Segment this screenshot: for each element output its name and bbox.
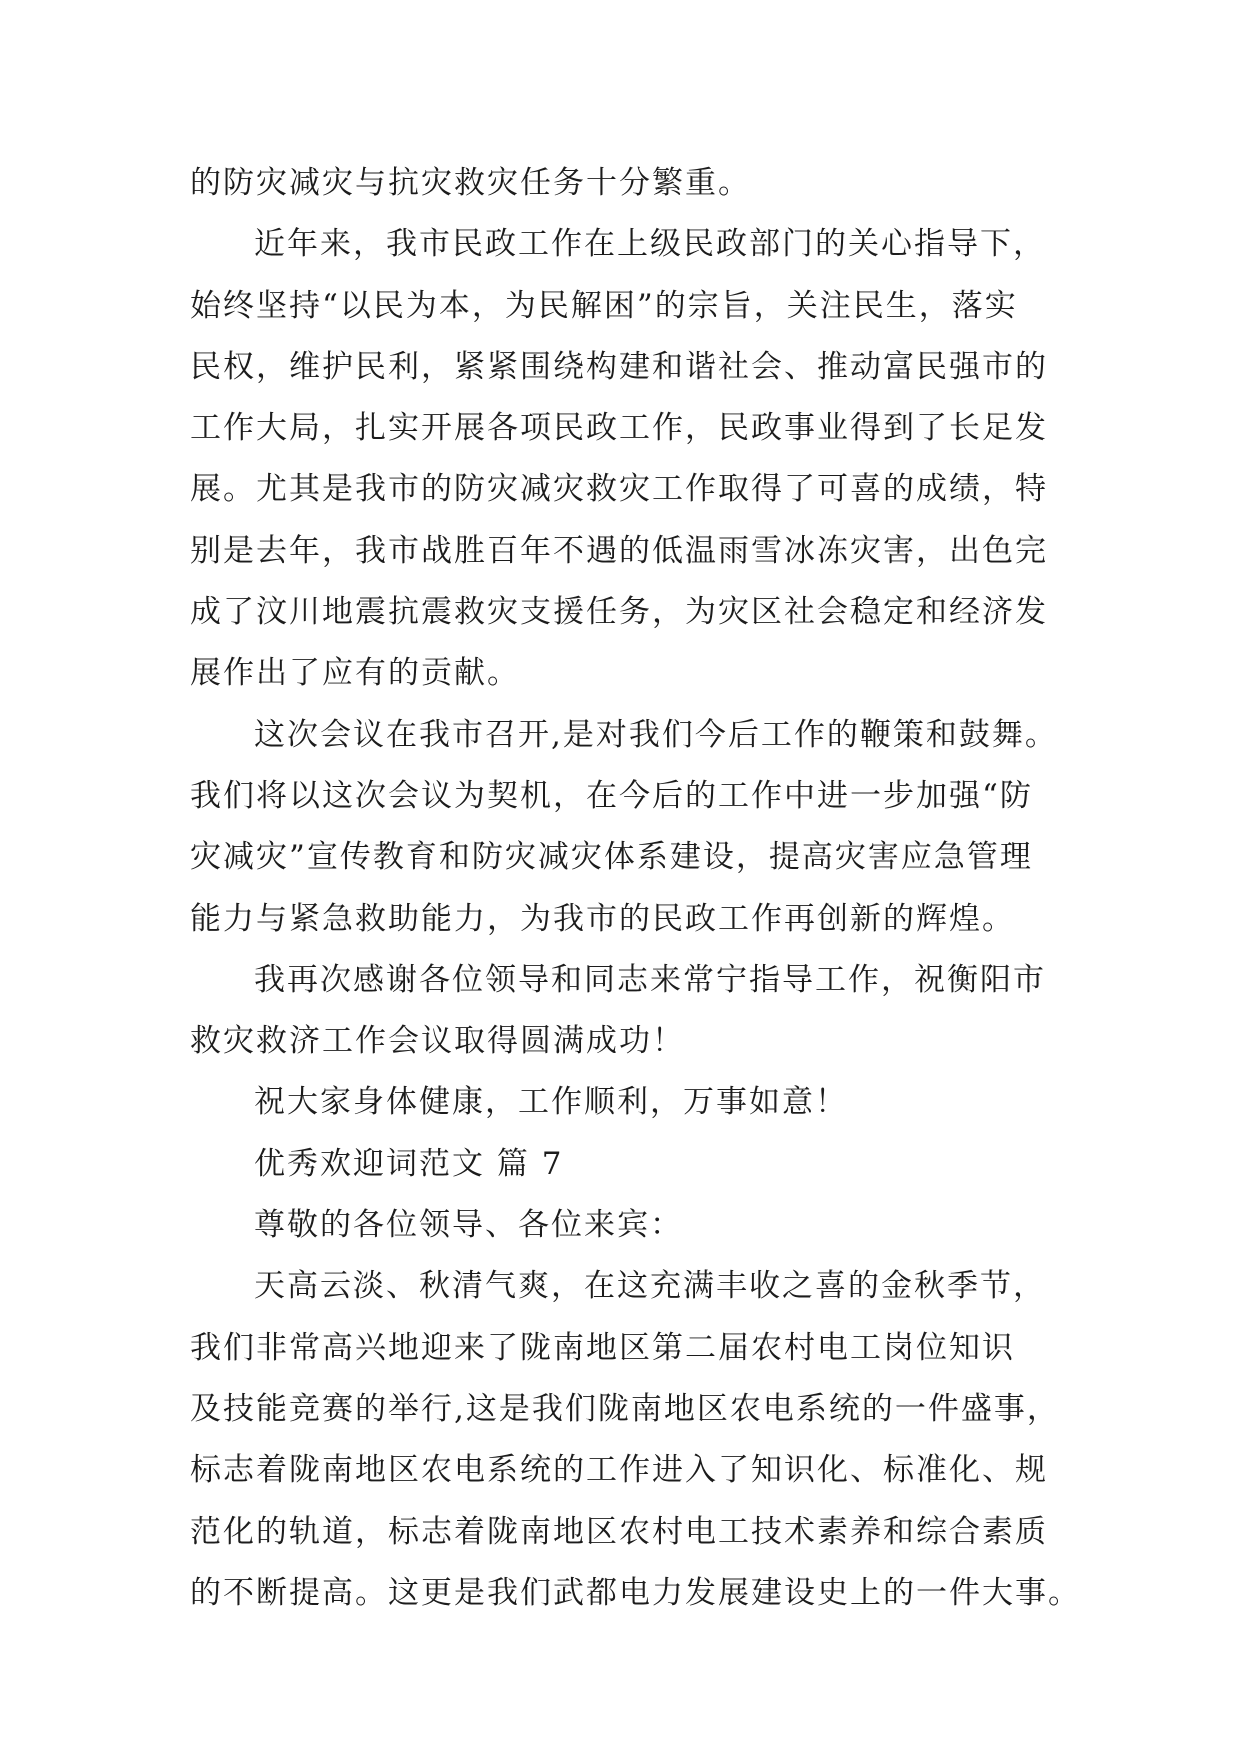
text-line: 祝大家身体健康，工作顺利，万事如意！	[254, 1084, 848, 1121]
text-line: 我们非常高兴地迎来了陇南地区第二届农村电工岗位知识	[190, 1329, 1015, 1366]
text-line: 尊敬的各位领导、各位来宾：	[254, 1207, 683, 1244]
text-line: 及技能竞赛的举行,这是我们陇南地区农电系统的一件盛事，	[190, 1390, 1060, 1427]
text-line: 天高云淡、秋清气爽，在这充满丰收之喜的金秋季节，	[254, 1268, 1046, 1305]
document-body	[190, 153, 1081, 1624]
text-line: 成了汶川地震抗震救灾支援任务，为灾区社会稳定和经济发	[190, 594, 1048, 631]
text-line: 我们将以这次会议为契机，在今后的工作中进一步加强“防	[190, 777, 1033, 814]
text-line: 我再次感谢各位领导和同志来常宁指导工作，祝衡阳市	[254, 961, 1046, 998]
text-line: 的防灾减灾与抗灾救灾任务十分繁重。	[190, 165, 751, 201]
text-line: 优秀欢迎词范文 篇 7	[254, 1145, 564, 1182]
text-line: 的不断提高。这更是我们武都电力发展建设史上的一件大事。	[190, 1574, 1081, 1611]
text-line: 能力与紧急救助能力，为我市的民政工作再创新的辉煌。	[190, 900, 1015, 937]
text-line: 民权，维护民利，紧紧围绕构建和谐社会、推动富民强市的	[190, 348, 1048, 385]
text-line: 工作大局，扎实开展各项民政工作，民政事业得到了长足发	[190, 410, 1048, 447]
text-line: 别是去年，我市战胜百年不遇的低温雨雪冰冻灾害，出色完	[190, 532, 1048, 569]
text-line: 展作出了应有的贡献。	[190, 655, 520, 692]
text-line: 近年来，我市民政工作在上级民政部门的关心指导下，	[254, 226, 1046, 263]
text-line: 标志着陇南地区农电系统的工作进入了知识化、标准化、规	[190, 1452, 1048, 1489]
text-line: 范化的轨道，标志着陇南地区农村电工技术素养和综合素质	[190, 1513, 1048, 1550]
text-line: 始终坚持“以民为本，为民解困”的宗旨，关注民生，落实	[190, 287, 1018, 324]
text-line: 灾减灾”宣传教育和防灾减灾体系建设，提高灾害应急管理	[190, 839, 1033, 876]
text-line: 救灾救济工作会议取得圆满成功！	[190, 1023, 685, 1060]
text-line: 展。尤其是我市的防灾减灾救灾工作取得了可喜的成绩，特	[190, 471, 1048, 508]
text-line: 这次会议在我市召开,是对我们今后工作的鞭策和鼓舞。	[254, 716, 1058, 753]
